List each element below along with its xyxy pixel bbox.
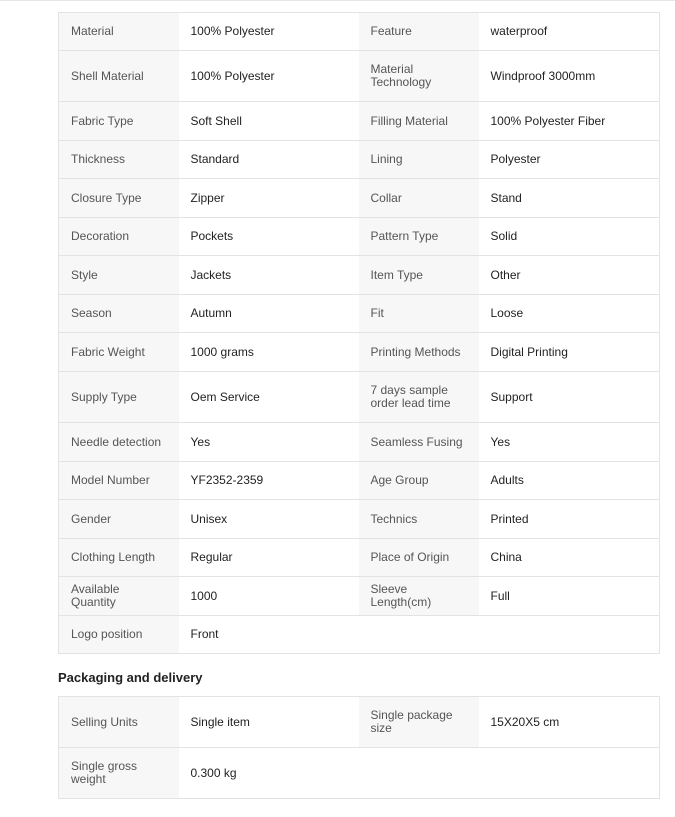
attr-value: Standard	[179, 141, 359, 179]
attr-key: Season	[59, 295, 179, 333]
attr-value: Solid	[479, 218, 660, 256]
table-row	[59, 539, 660, 577]
attr-key: Filling Material	[359, 102, 479, 141]
table-row	[59, 462, 660, 500]
attr-value: Pockets	[179, 218, 359, 256]
attr-value: Digital Printing	[479, 333, 660, 372]
attr-key: Fabric Type	[59, 102, 179, 141]
table-row	[59, 218, 660, 256]
attr-value: 15X20X5 cm	[479, 697, 660, 748]
section-title-packaging: Packaging and delivery	[58, 670, 203, 685]
attr-value: 100% Polyester Fiber	[479, 102, 660, 141]
attr-key: Fit	[359, 295, 479, 333]
table-row	[59, 372, 660, 423]
attr-key: Item Type	[359, 256, 479, 295]
attr-value: Adults	[479, 462, 660, 500]
attr-key: Thickness	[59, 141, 179, 179]
attr-key: Sleeve Length(cm)	[359, 577, 479, 616]
attr-value: Regular	[179, 539, 359, 577]
table-row	[59, 179, 660, 218]
attr-key: Technics	[359, 500, 479, 539]
table-row	[59, 295, 660, 333]
attr-value: Stand	[479, 179, 660, 218]
attr-value	[479, 616, 660, 654]
attr-value: China	[479, 539, 660, 577]
attributes-table	[58, 12, 660, 654]
attr-key: 7 days sample order lead time	[359, 372, 479, 423]
table-row	[59, 51, 660, 102]
attr-key	[359, 616, 479, 654]
attr-key	[359, 748, 479, 799]
table-row	[59, 748, 660, 799]
attr-key: Material	[59, 13, 179, 51]
attr-value: Oem Service	[179, 372, 359, 423]
attr-value: Windproof 3000mm	[479, 51, 660, 102]
attr-value: Printed	[479, 500, 660, 539]
table-row	[59, 141, 660, 179]
attr-key: Pattern Type	[359, 218, 479, 256]
attr-value: Zipper	[179, 179, 359, 218]
attr-value: Autumn	[179, 295, 359, 333]
attr-value: Polyester	[479, 141, 660, 179]
attr-key: Collar	[359, 179, 479, 218]
attr-key: Logo position	[59, 616, 179, 654]
attr-key: Selling Units	[59, 697, 179, 748]
attr-key: Closure Type	[59, 179, 179, 218]
attr-value: 100% Polyester	[179, 13, 359, 51]
table-row	[59, 102, 660, 141]
attr-value: YF2352-2359	[179, 462, 359, 500]
attr-value: waterproof	[479, 13, 660, 51]
table-row	[59, 256, 660, 295]
attr-key: Gender	[59, 500, 179, 539]
attr-value: Full	[479, 577, 660, 616]
attr-key: Place of Origin	[359, 539, 479, 577]
attr-value: Jackets	[179, 256, 359, 295]
attr-key: Clothing Length	[59, 539, 179, 577]
attr-key: Single package size	[359, 697, 479, 748]
attr-value: Loose	[479, 295, 660, 333]
attr-key: Decoration	[59, 218, 179, 256]
table-row	[59, 616, 660, 654]
attr-value: 1000	[179, 577, 359, 616]
attr-value: Soft Shell	[179, 102, 359, 141]
attr-key: Seamless Fusing	[359, 423, 479, 462]
table-row	[59, 423, 660, 462]
packaging-table	[58, 696, 660, 799]
attr-key: Model Number	[59, 462, 179, 500]
attr-key: Shell Material	[59, 51, 179, 102]
table-row	[59, 697, 660, 748]
attr-value: 0.300 kg	[179, 748, 359, 799]
attr-value: Single item	[179, 697, 359, 748]
table-row	[59, 500, 660, 539]
table-row	[59, 333, 660, 372]
attr-value: Unisex	[179, 500, 359, 539]
attr-key: Style	[59, 256, 179, 295]
attr-key: Available Quantity	[59, 577, 179, 616]
top-divider	[0, 0, 675, 1]
attr-key: Single gross weight	[59, 748, 179, 799]
attr-value	[479, 748, 660, 799]
attr-key: Fabric Weight	[59, 333, 179, 372]
attr-value: 100% Polyester	[179, 51, 359, 102]
attr-value: Yes	[179, 423, 359, 462]
attr-value: Support	[479, 372, 660, 423]
attr-key: Material Technology	[359, 51, 479, 102]
attr-value: Front	[179, 616, 359, 654]
attr-key: Lining	[359, 141, 479, 179]
attr-key: Feature	[359, 13, 479, 51]
attr-value: Other	[479, 256, 660, 295]
attr-key: Supply Type	[59, 372, 179, 423]
attr-value: Yes	[479, 423, 660, 462]
table-row	[59, 13, 660, 51]
attr-value: 1000 grams	[179, 333, 359, 372]
table-row	[59, 577, 660, 616]
attr-key: Needle detection	[59, 423, 179, 462]
attr-key: Age Group	[359, 462, 479, 500]
attr-key: Printing Methods	[359, 333, 479, 372]
